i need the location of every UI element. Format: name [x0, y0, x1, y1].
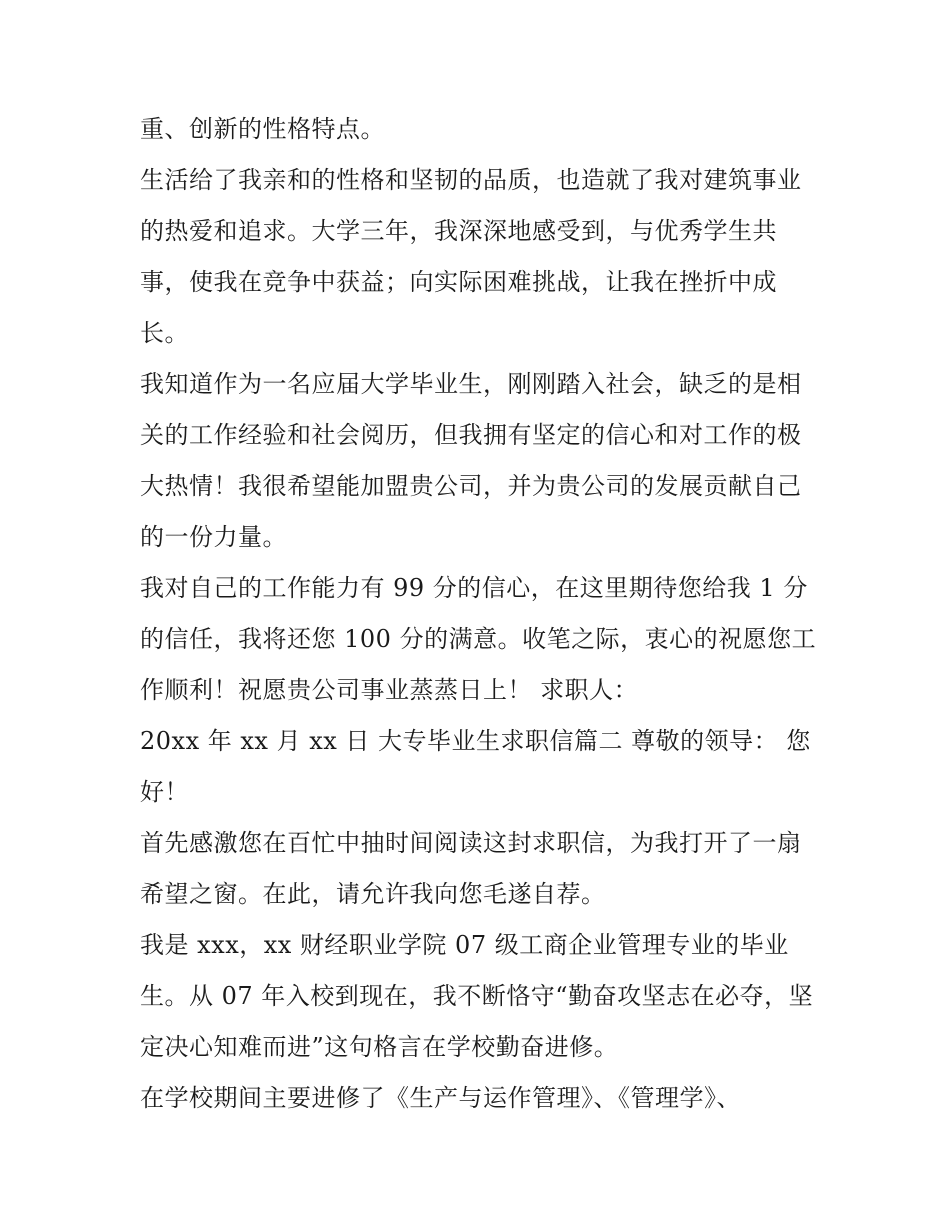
text-line: 重、创新的性格特点。 — [140, 115, 385, 143]
text-line: 生。从 07 年入校到现在，我不断恪守“勤奋攻坚志在必夺，坚 — [140, 982, 814, 1010]
text-line: 的一份力量。 — [140, 523, 287, 551]
text-line: 我知道作为一名应届大学毕业生，刚刚踏入社会，缺乏的是相 — [140, 370, 802, 398]
text-line: 关的工作经验和社会阅历，但我拥有坚定的信心和对工作的极 — [140, 421, 802, 449]
text-line: 好！ — [140, 778, 189, 806]
text-line: 希望之窗。在此，请允许我向您毛遂自荐。 — [140, 880, 606, 908]
text-line: 首先感激您在百忙中抽时间阅读这封求职信，为我打开了一扇 — [140, 829, 802, 857]
body-text — [140, 104, 830, 1124]
text-line: 作顺利！祝愿贵公司事业蒸蒸日上！ 求职人： — [140, 676, 639, 704]
text-line: 大热情！我很希望能加盟贵公司，并为贵公司的发展贡献自己 — [140, 472, 802, 500]
text-line: 事，使我在竞争中获益；向实际困难挑战，让我在挫折中成 — [140, 268, 777, 296]
text-line: 生活给了我亲和的性格和坚韧的品质，也造就了我对建筑事业 — [140, 166, 802, 194]
text-line: 定决心知难而进”这句格言在学校勤奋进修。 — [140, 1033, 619, 1061]
text-line: 的热爱和追求。大学三年，我深深地感受到，与优秀学生共 — [140, 217, 777, 245]
text-line: 我是 xxx，xx 财经职业学院 07 级工商企业管理专业的毕业 — [140, 931, 789, 959]
text-line: 的信任，我将还您 100 分的满意。收笔之际，衷心的祝愿您工 — [140, 625, 817, 653]
text-line: 长。 — [140, 319, 189, 347]
text-line: 我对自己的工作能力有 99 分的信心，在这里期待您给我 1 分 — [140, 574, 808, 602]
text-line: 20xx 年 xx 月 xx 日 大专毕业生求职信篇二 尊敬的领导： 您 — [140, 727, 811, 755]
text-line: 在学校期间主要进修了《生产与运作管理》、《管理学》、 — [140, 1084, 741, 1112]
